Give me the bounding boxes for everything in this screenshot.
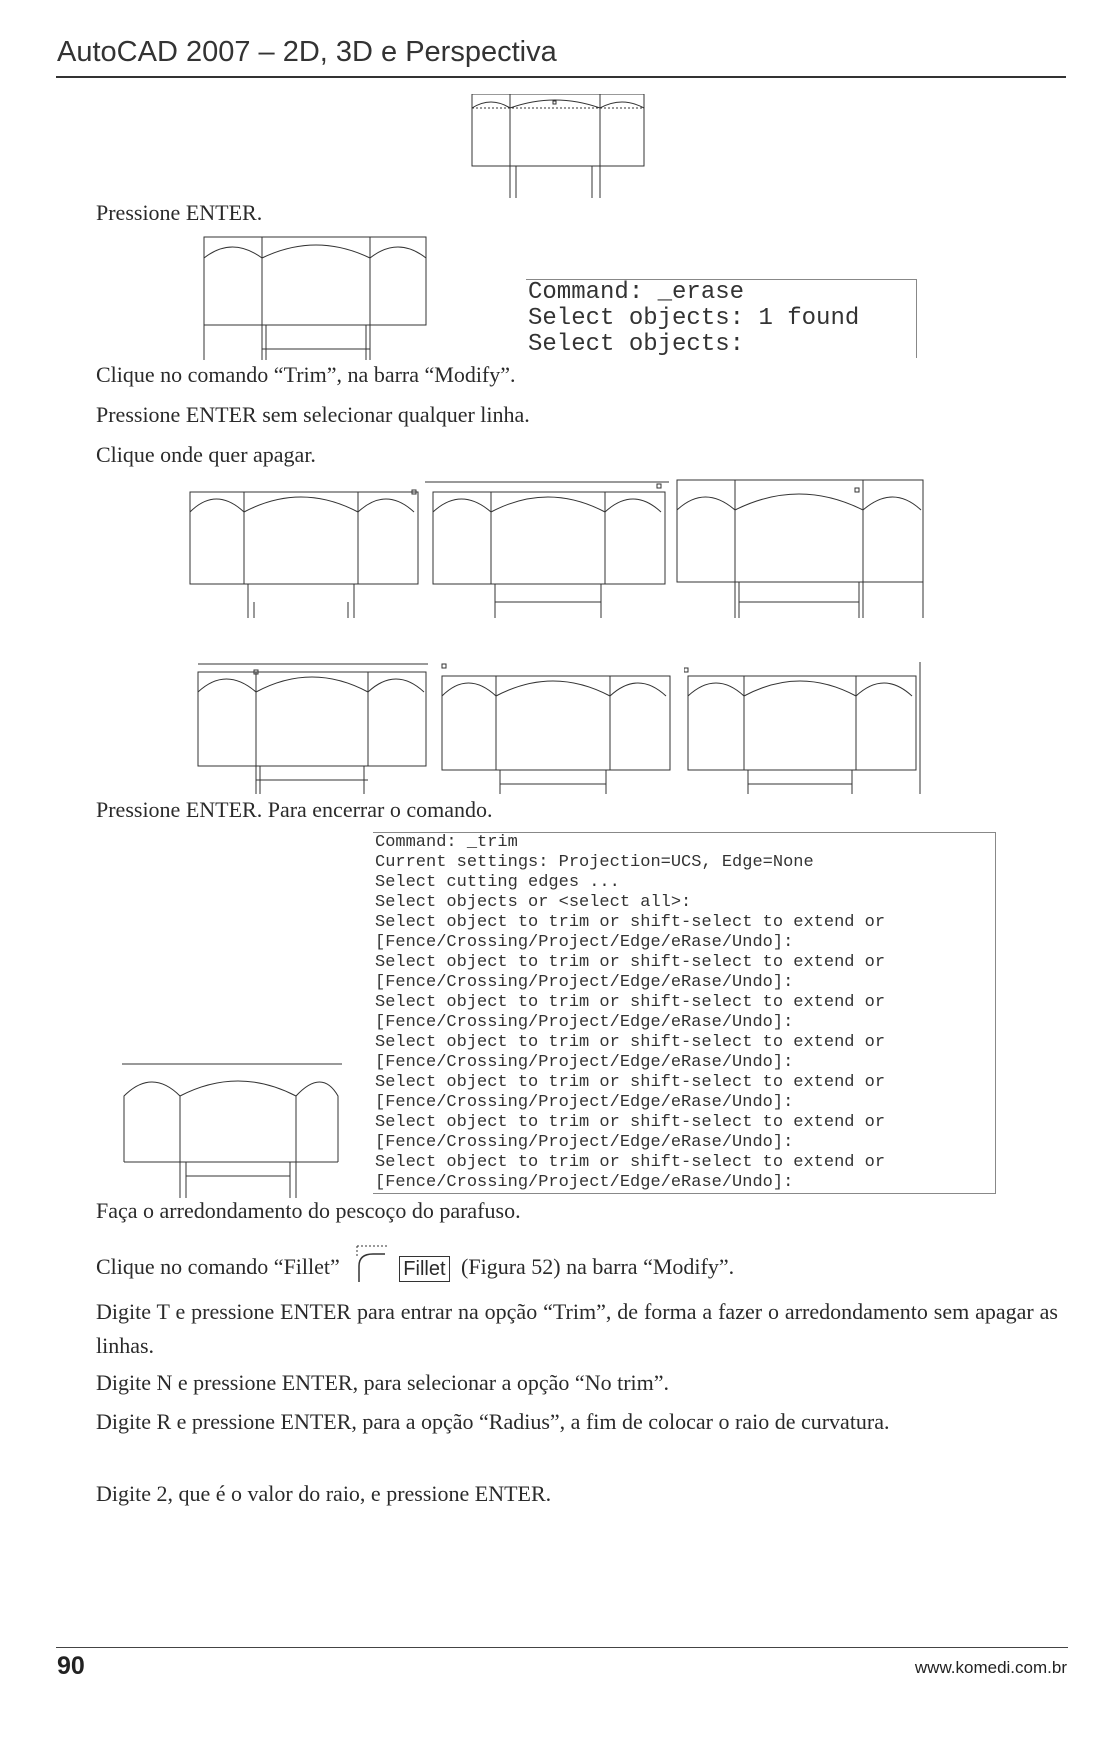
instruction-paragraph: Pressione ENTER. <box>96 200 263 225</box>
command-line: Command: _trim <box>375 833 518 852</box>
drawing-figure-trimmed <box>122 1062 342 1198</box>
drawing-figure-erase <box>202 236 428 360</box>
site-url: www.komedi.com.br <box>914 1658 1067 1677</box>
command-line: Select objects: 1 found <box>528 305 860 332</box>
fillet-text-before: Clique no comando “Fillet” <box>96 1254 340 1280</box>
command-line: Select object to trim or shift-select to extend or <box>375 1113 886 1132</box>
header-divider <box>56 76 1066 78</box>
command-line: Select object to trim or shift-select to extend or <box>375 993 886 1012</box>
drawing-figure-trim-step-4 <box>196 662 428 794</box>
page-header-title: AutoCAD 2007 – 2D, 3D e Perspectiva <box>57 36 557 68</box>
drawing-figure-trim-step-2 <box>425 478 669 618</box>
command-window-trim <box>373 832 996 1194</box>
command-line: Select object to trim or shift-select to extend or <box>375 953 886 972</box>
drawing-figure-trim-step-5 <box>440 662 672 794</box>
command-line: [Fence/Crossing/Project/Edge/eRase/Undo]: <box>375 933 794 952</box>
command-line: Select object to trim or shift-select to extend or <box>375 1153 886 1172</box>
command-line: Select objects: <box>528 331 745 358</box>
instruction-paragraph: Faça o arredondamento do pescoço do parafuso. <box>96 1198 521 1223</box>
fillet-button: Fillet <box>399 1256 449 1282</box>
instruction-paragraph: Pressione ENTER. Para encerrar o comando. <box>96 797 493 822</box>
command-line: Select cutting edges ... <box>375 873 620 892</box>
command-line: [Fence/Crossing/Project/Edge/eRase/Undo]: <box>375 1013 794 1032</box>
command-line: [Fence/Crossing/Project/Edge/eRase/Undo]: <box>375 1093 794 1112</box>
drawing-figure-trim-step-6 <box>684 662 922 794</box>
command-line: [Fence/Crossing/Project/Edge/eRase/Undo]: <box>375 1133 794 1152</box>
page-number: 90 <box>57 1652 85 1680</box>
command-line: Current settings: Projection=UCS, Edge=None <box>375 853 814 872</box>
fillet-icon <box>351 1244 391 1294</box>
command-window-erase <box>526 279 917 358</box>
instruction-paragraph: Digite N e pressione ENTER, para selecionar a opção “No trim”. <box>96 1370 670 1395</box>
command-line: [Fence/Crossing/Project/Edge/eRase/Undo]: <box>375 973 794 992</box>
instruction-paragraph: Clique onde quer apagar. <box>96 442 316 467</box>
instruction-paragraph: Pressione ENTER sem selecionar qualquer linha. <box>96 402 530 427</box>
drawing-figure-trim-step-1 <box>188 482 420 618</box>
instruction-paragraph: Clique no comando “Trim”, na barra “Modify”. <box>96 362 516 387</box>
instruction-paragraph-fillet <box>96 1244 1058 1294</box>
instruction-paragraph: Digite R e pressione ENTER, para a opção “Radius”, a fim de colocar o raio de curvatura. <box>96 1409 890 1434</box>
instruction-paragraph: Digite 2, que é o valor do raio, e pressione ENTER. <box>96 1481 552 1506</box>
command-line: [Fence/Crossing/Project/Edge/eRase/Undo]: <box>375 1173 794 1192</box>
command-line: [Fence/Crossing/Project/Edge/eRase/Undo]: <box>375 1053 794 1072</box>
fillet-text-after: (Figura 52) na barra “Modify”. <box>461 1254 735 1280</box>
command-line: Select object to trim or shift-select to extend or <box>375 1033 886 1052</box>
command-line: Command: _erase <box>528 279 745 306</box>
command-line: Select object to trim or shift-select to extend or <box>375 1073 886 1092</box>
command-line: Select object to trim or shift-select to extend or <box>375 913 886 932</box>
drawing-figure-trim-step-3 <box>675 478 925 618</box>
command-line: Select objects or <select all>: <box>375 893 692 912</box>
footer-divider <box>56 1647 1068 1648</box>
drawing-figure-top <box>468 94 648 198</box>
instruction-paragraph: Digite T e pressione ENTER para entrar na opção “Trim”, de forma a fazer o arredondamento sem apagar as linhas. <box>96 1299 1058 1358</box>
